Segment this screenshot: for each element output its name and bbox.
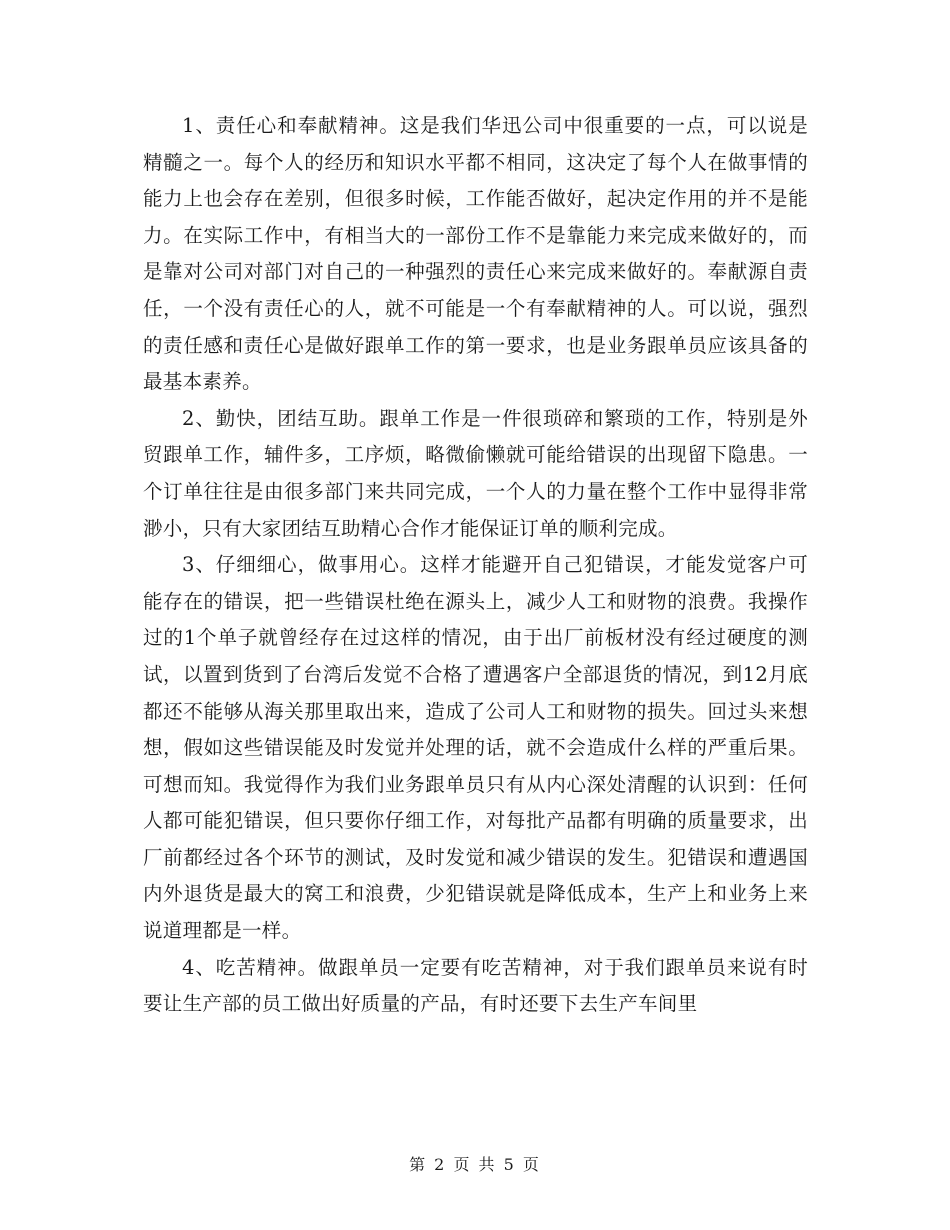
paragraph-hardwork: 4、吃苦精神。做跟单员一定要有吃苦精神，对于我们跟单员来说有时要让生产部的员工做出好质量的产品，有时还要下去生产车间里 bbox=[143, 955, 808, 1016]
page-number-footer: 第 2 页 共 5 页 bbox=[409, 1155, 541, 1174]
paragraph-carefulness: 3、仔细细心，做事用心。这样才能避开自己犯错误，才能发觉客户可能存在的错误，把一些错误杜绝在源头上，减少人工和财物的浪费。我操作过的1个单子就曾经存在过这样的情况，由于出厂前板材没有经过硬度的测试，以置到货到了台湾后发觉不合格了遭遇客户全部退货的情况，到12月底都还不能够从海关那里取出来，造成了公司人工和财物的损失。回过头来想想，假如这些错误能及时发觉并处理的话，就不会造成什么样的严重后果。可想而知。我觉得作为我们业务跟单员只有从内心深处清醒的认识到：任何人都可能犯错误，但只要你仔细工作，对每批产品都有明确的质量要求，出厂前都经过各个环节的测试，及时发觉和减少错误的发生。犯错误和遭遇国内外退货是最大的窝工和浪费，少犯错误就是降低成本，生产上和业务上来说道理都是一样。 bbox=[143, 553, 808, 943]
document-body bbox=[143, 108, 808, 1023]
paragraph-teamwork: 2、勤快，团结互助。跟单工作是一件很琐碎和繁琐的工作，特别是外贸跟单工作，辅件多，工序烦，略微偷懒就可能给错误的出现留下隐患。一个订单往往是由很多部门来共同完成，一个人的力量在整个工作中显得非常渺小，只有大家团结互助精心合作才能保证订单的顺利完成。 bbox=[143, 406, 808, 540]
paragraph-responsibility: 1、责任心和奉献精神。这是我们华迅公司中很重要的一点，可以说是精髓之一。每个人的经历和知识水平都不相同，这决定了每个人在做事情的能力上也会存在差别，但很多时候，工作能否做好，起决定作用的并不是能力。在实际工作中，有相当大的一部份工作不是靠能力来完成来做好的，而是靠对公司对部门对自己的一种强烈的责任心来完成来做好的。奉献源自责任，一个没有责任心的人，就不可能是一个有奉献精神的人。可以说，强烈的责任感和责任心是做好跟单工作的第一要求，也是业务跟单员应该具备的最基本素养。 bbox=[143, 114, 808, 394]
